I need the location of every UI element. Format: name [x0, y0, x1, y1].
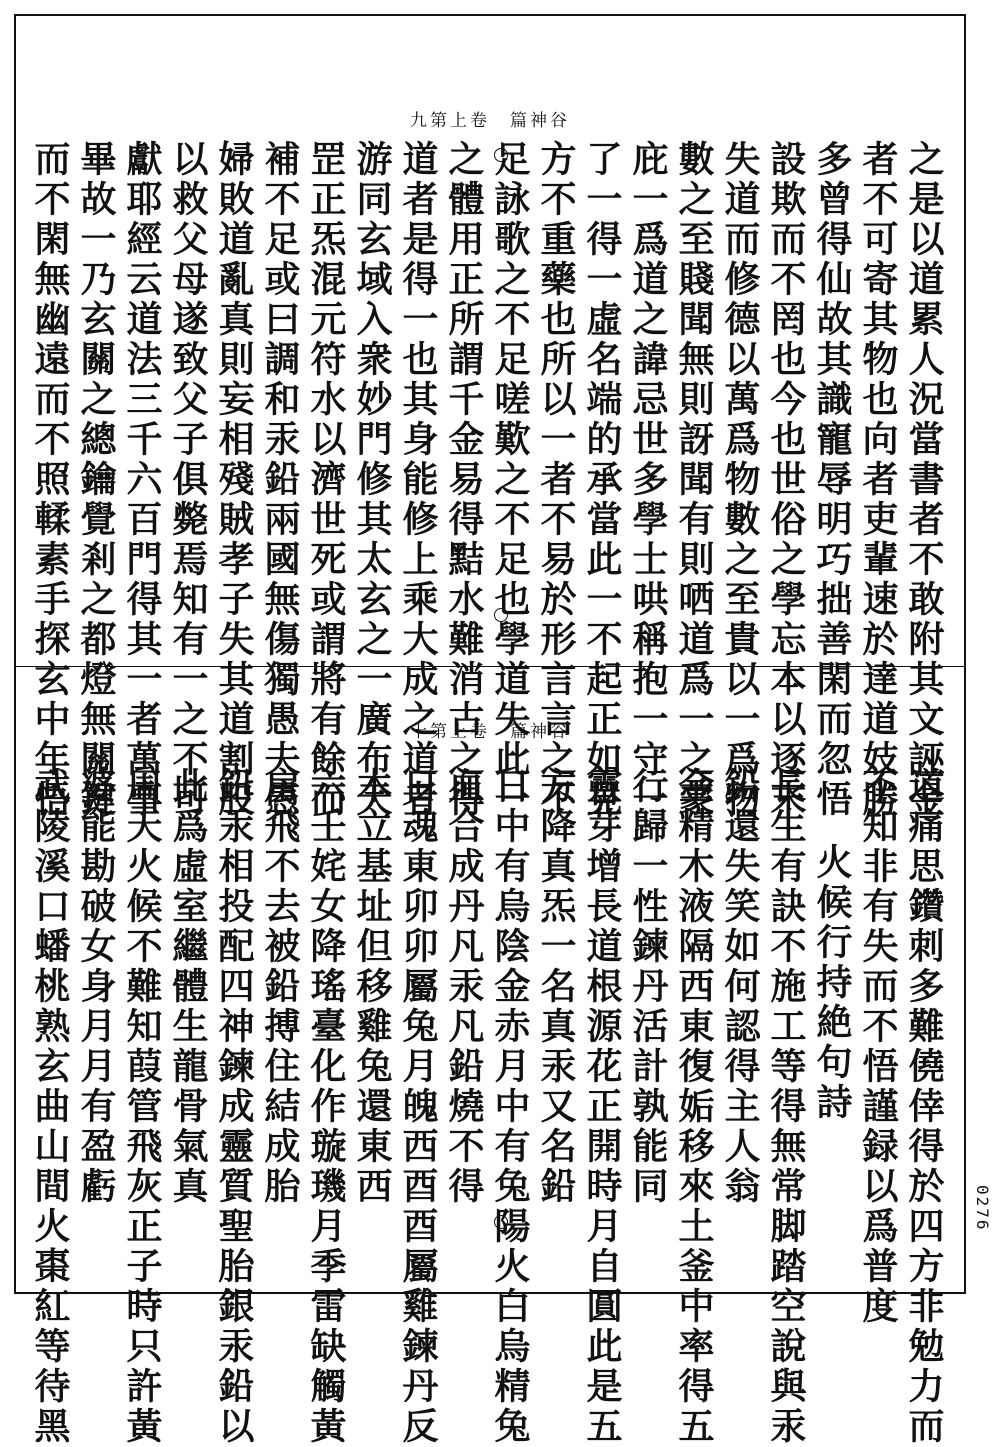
text-column: 周天火候不難知葭管飛灰正子時只許黃 [121, 767, 163, 1447]
text-column: 鉛汞相投配四神鍊成靈質聖胎銀汞鉛以 [213, 767, 255, 1447]
text-column: 房飛不去被鉛搏住結成胎 [259, 767, 301, 1207]
text-column: 之是以道累人況當書者不敢附其文誣金 [903, 140, 945, 820]
text-column: 日中有烏陰金赤月中有兔陽火白烏精兔 [489, 767, 531, 1447]
text-column: 道痛思鑽刺多難僥倖得於四方非勉力而 [903, 767, 945, 1447]
text-column: 多曾得仙故其識寵辱明巧拙善閑而忽悟 [811, 140, 853, 820]
text-column: 婆能勘破女身月月有盈虧 [75, 767, 117, 1207]
text-column: 日魂東卯卯屬兔月魄西酉酉屬雞鍊丹反 [397, 767, 439, 1447]
page-number: 0276 [973, 1185, 992, 1232]
text-column: 以救父母遂致父子俱斃焉知有一之不可 [167, 140, 209, 820]
text-column: 本立基址但移雞兔還東西 [351, 767, 393, 1207]
text-column: 而不閑無幽遠而不照輮素手探玄中年悟 [29, 140, 71, 820]
text-column: 六壬姹女降瑤臺化作璇璣月季雷缺觸黃 [305, 767, 347, 1447]
text-column: 畢故一乃玄關之總鑰覺剎之都燈無關鍵 [75, 140, 117, 820]
text-column: 靈芽增長道根源花正開時月自圓此是五 [581, 767, 623, 1447]
text-column: 金精木液隔西東復姤移來土釜中率得五 [673, 767, 715, 1447]
text-column: 罡正炁混元符水以濟世死或謂將有餘而 [305, 140, 347, 820]
text-column: 此爲虛室繼體生龍骨氣真 [167, 767, 209, 1207]
page-header: 十第上卷 篇神谷 [410, 722, 570, 742]
text-column: 之體用正所謂千金易得黠水難消古之得 [443, 140, 485, 820]
text-column: 設欺而不罔也今也世俗之學忘本以逐末 [765, 140, 807, 820]
text-column: 武陵溪口蟠桃熟玄曲山間火棗紅等待黑 [29, 767, 71, 1447]
text-column: 鉛還失笑如何認得主人翁 [719, 767, 761, 1207]
text-column: 了一得一虛名端的承當此一不起正如見 [581, 140, 623, 820]
circle-marker-icon [494, 148, 508, 162]
circle-marker-icon [494, 1215, 508, 1229]
text-column: 者不可寄其物也向者吏輩速於達道妓勝 [857, 140, 899, 820]
text-column: 不知非有失而不悟謹録以爲普度 [857, 767, 899, 1327]
text-column: 足詠歌之不足嗟歎之不足也學道失此一 [489, 140, 531, 820]
circle-marker-icon [494, 608, 508, 622]
text-column: 婦敗道亂真則妄相殘賊孝子失其道割股 [213, 140, 255, 820]
text-column: 失道而修德以萬爲物數之至貴以一爲物 [719, 140, 761, 820]
text-column: 補不足或曰調和汞鉛兩國無傷獨愚夫愚 [259, 140, 301, 820]
text-column: 獻耶經云道法三千六百門得其一者萬事 [121, 140, 163, 820]
page-header: 九第上卷 篇神谷 [410, 111, 570, 131]
text-column: 方降真炁一名真汞又名鉛 [535, 767, 577, 1207]
text-column: 行歸一性鍊丹活計孰能同 [627, 767, 669, 1207]
poem-title: 火候行持絶句詩 [811, 843, 853, 1123]
text-column: 庇一爲道之諱忌世多學士哄稱抱一守一 [627, 140, 669, 820]
text-column: 游同玄域入衆妙門修其太玄之一廣布天 [351, 140, 393, 820]
text-column: 方不重藥也所以一者不易於形言言之不 [535, 140, 577, 820]
text-column: 數之至賤聞無則訝聞有則哂道爲一之蒙 [673, 140, 715, 820]
text-column: 長生有訣不施工等得無常脚踏空說與汞 [765, 767, 807, 1447]
text-column: 道者是得一也其身能修上乘大成之道者 [397, 140, 439, 820]
lower-page [14, 666, 966, 1447]
text-column: 血合成丹凡汞凡鉛燒不得 [443, 767, 485, 1207]
